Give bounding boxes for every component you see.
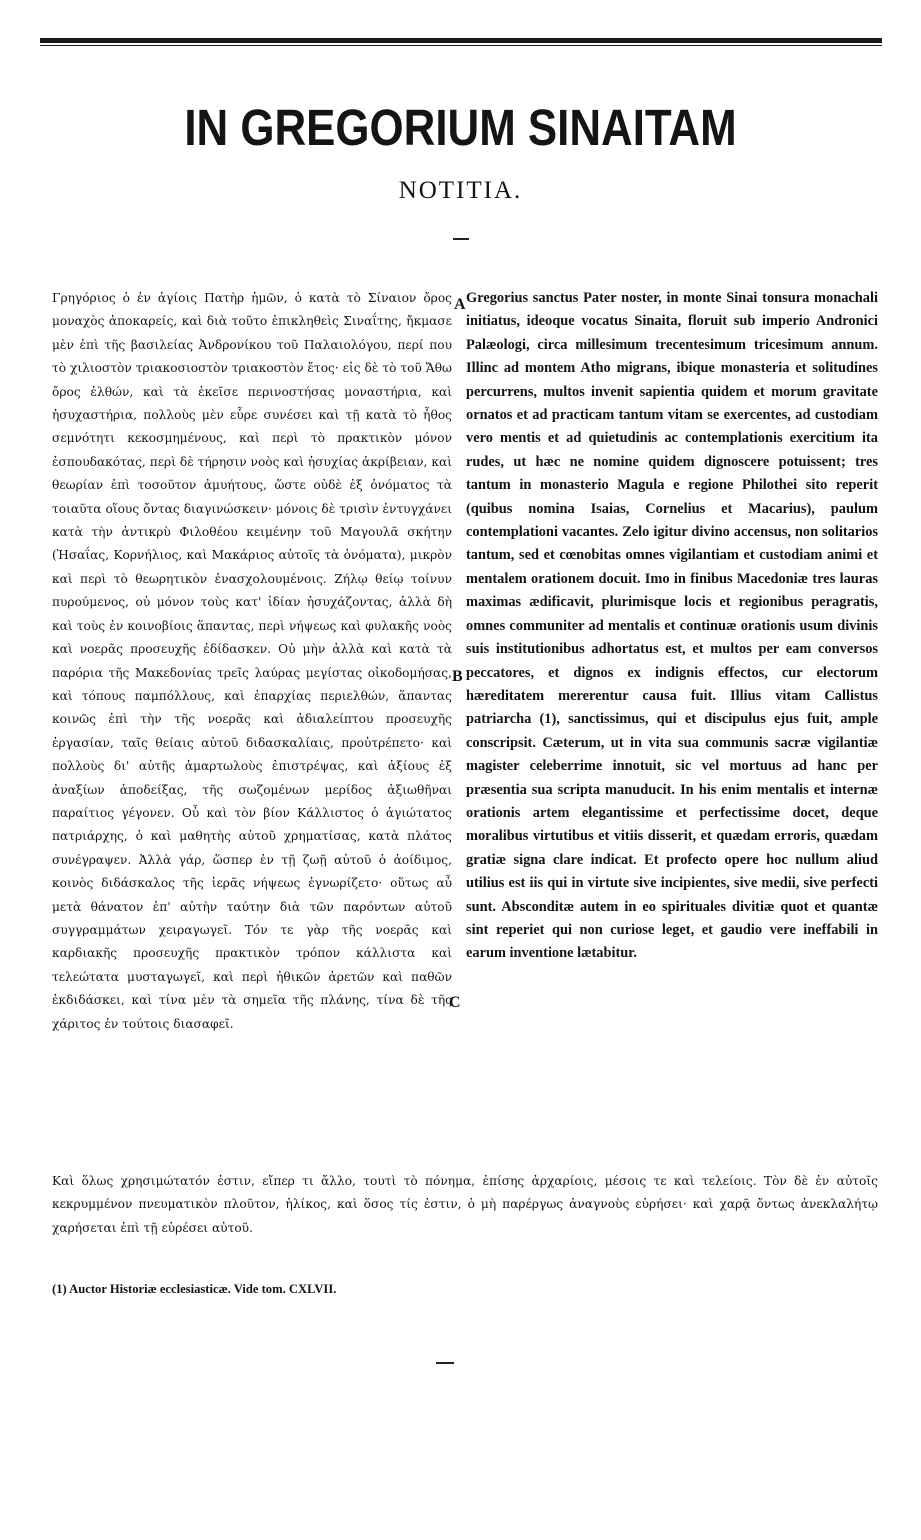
greek-paragraph-tail: Καὶ ὅλως χρησιμώτατόν ἐστιν, εἴπερ τι ἄλλο, τουτὶ τὸ πόνημα, ἐπίσης ἀρχαρίοις, μέσοις τε καὶ τελείοις. Τὸν δὲ ἐν αὐτοῖς κεκρυμμένον πνευματικὸν πλοῦτον, ἡλίκος, καὶ ὅσος τίς ἐστιν, ὁ μὴ παρέργως ἀναγνοὺς εὑρήσει· καὶ χαρᾷ ὄντως ἀνεκλαλήτῳ χαρήσεται ἐπὶ τῇ εὑρέσει αὐτοῦ.	[52, 1174, 878, 1235]
column-marker-a: A	[454, 296, 466, 313]
greek-column: Γρηγόριος ὁ ἐν ἁγίοις Πατὴρ ἡμῶν, ὁ κατὰ τὸ Σίναιον ὄρος μοναχὸς ἀποκαρείς, καὶ διὰ τοῦτο ἐπικληθεὶς Σιναΐτης, ἤκμασε μὲν ἐπὶ τῆς βασιλείας Ἀνδρονίκου τοῦ Παλαιολόγου, περί που τὸ χιλιοστὸν τριακοσιοστὸν τριακοστὸν ἔτος· εἰς δὲ τὸ τοῦ Ἄθω ὄρος ἐλθών, καὶ τὰ ἐκεῖσε περινοστήσας μοναστήρια, καὶ ἡσυχαστήρια, πολλοὺς μὲν εὗρε συνέσει καὶ τῇ κατὰ τὸ ἦθος σεμνότητι κεκοσμημένους, καὶ περὶ τὸ πρακτικὸν μόνον ἐσπουδακότας, περὶ δὲ τήρησιν νοὸς καὶ ἡσυχίας ἀκρίβειαν, καὶ θεωρίαν ἐπὶ τοσοῦτον ἀμυήτους, ὥστε οὐδὲ ἐξ ὀνόματος τὰ τοιαῦτα οἵους ὄντας διαγινώσκειν· μόνοις δὲ τρισὶν ἐντυγχάνει κατὰ τὴν ἀντικρὺ Φιλοθέου κειμένην τοῦ Μαγουλᾶ σκήτην (Ἡσαΐας, Κορνήλιος, καὶ Μακάριος αὐτοῖς τὰ ὀνόματα), μικρὸν καὶ περὶ τὸ θεωρητικὸν ἐνασχολουμένοις. Ζήλῳ θείῳ τοίνυν πυρούμενος, οὐ μόνον τοὺς κατ' ἰδίαν ἡσυχάζοντας, ἀλλὰ δὴ καὶ τοὺς ἐν κοινοβίοις ἅπαντας, περὶ νήψεως καὶ φυλακῆς νοὸς καὶ νοερᾶς προσευχῆς ἐδίδασκεν. Οὐ μὴν ἀλλὰ καὶ κατὰ τὰ παρόρια τῆς Μακεδονίας τρεῖς λαύρας μεγίστας οἰκοδομήσας, καὶ τόπους παμπόλλους, καὶ ἐπαρχίας περιελθών, ἅπαντας κοινῶς ἐπὶ τὴν τῆς νοερᾶς καὶ ἀδιαλείπτου προσευχῆς ἐργασίαν, ταῖς θείαις αὐτοῦ διδασκαλίαις, προὐτρέπετο· καὶ πολλοὺς δι' αὐτῆς ἁμαρτωλοὺς ἐπιστρέψας, καὶ ἀξίους ἐξ ἀναξίων ἀποδείξας, τῆς σωζομένων μερίδος ἀξιωθῆναι παραίτιος γέγονεν. Οὗ καὶ τὸν βίον Κάλλιστος ὁ ἁγιώτατος πατριάρχης, ὁ καὶ μαθητὴς αὐτοῦ χρηματίσας, κατὰ πλάτος συνέγραψεν. Ἀλλὰ γάρ, ὥσπερ ἐν τῇ ζωῇ αὐτοῦ ὁ ἀοίδιμος, κοινὸς διδάσκαλος τῆς ἱερᾶς νήψεως ἐγνωρίζετο· οὕτως αὖ μετὰ θάνατον ἐπ' αὐτὴν ταύτην διὰ τῶν παρόντων αὐτοῦ συγγραμμάτων χειραγωγεῖ. Τόν τε γὰρ τῆς νοερᾶς καὶ καρδιακῆς προσευχῆς πρακτικὸν τρόπον κάλλιστα καὶ τελεώτατα μυσταγωγεῖ, καὶ περὶ ἠθικῶν ἀρετῶν καὶ παθῶν ἐκδιδάσκει, καὶ τίνα μὲν τὰ σημεῖα τῆς πλάνης, τίνα δὲ τῆς χάριτος ἐν τούτοις διασαφεῖ.	[52, 291, 452, 1031]
page-title: IN GREGORIUM SINAITAM	[184, 99, 737, 156]
page-subtitle: NOTITIA.	[398, 177, 523, 204]
bottom-divider	[436, 1362, 454, 1364]
title-divider	[453, 238, 469, 240]
footnote: (1) Auctor Historiæ ecclesiasticæ. Vide tom. CXLVII.	[52, 1282, 337, 1296]
top-rule	[40, 38, 882, 43]
column-marker-b: B	[452, 668, 463, 685]
column-marker-c: C	[449, 994, 461, 1011]
top-rule-thin	[40, 45, 882, 46]
latin-column: Gregorius sanctus Pater noster, in monte Sinai tonsura monachali initiatus, ideoque vocatus Sinaita, floruit sub imperio Andronici Palæologi, circa millesimum trecentesimum tricesimum annum. Illinc ad montem Atho migrans, ibique monasteria et solitudines percurrens, multos invenit sapientia quidem et morum gravitate ornatos et ad practicam tantum vitam se exercentes, ad custodiam vero mentis et ad quietudinis ac contemplationis exercitium ita rudes, ut hæc ne nomine quidem dignoscere potuissent; tres tantum in monasterio Magula e regione Philothei sito reperit (quibus nomina Isaias, Cornelius et Macarius), paulum contemplationi vacantes. Zelo igitur divino accensus, non solitarios tantum, sed et cœnobitas omnes vigilantiam et custodiam animi et mentalem orationem docuit. Imo in finibus Macedoniæ tres lauras maximas ædificavit, plurimisque locis et regionibus peragratis, omnes communiter ad mentalis et continuæ orationis usum divinis suis institutionibus adhortatus est, et multos per eam conversos peccatores, et dignos ex indignis effectos, cur electorum hæreditatem mererentur causa fuit. Illius vitam Callistus patriarcha (1), sanctissimus, qui et discipulus ejus fuit, ample conscripsit. Cæterum, ut in vita sua communis sacræ vigilantiæ magister celeberrime innotuit, sic vel mortuus ad hanc per præsentia sua scripta manuducit. In his enim mentalis et internæ orationis artem elegantissime et perfectissime docet, deque moralibus virtutibus et vitiis disserit, et quædam erroris, quædam gratiæ signa clare indicat. Et profecto opere hoc nullum aliud utilius est iis qui in virtute sive incipientes, sive medii, sive perfecti sunt. Absconditæ autem in eo spirituales divitiæ quot et quantæ sint reperiet qui non curiose leget, et gaudio vere ineffabili in earum inventione lætabitur.	[466, 290, 878, 962]
